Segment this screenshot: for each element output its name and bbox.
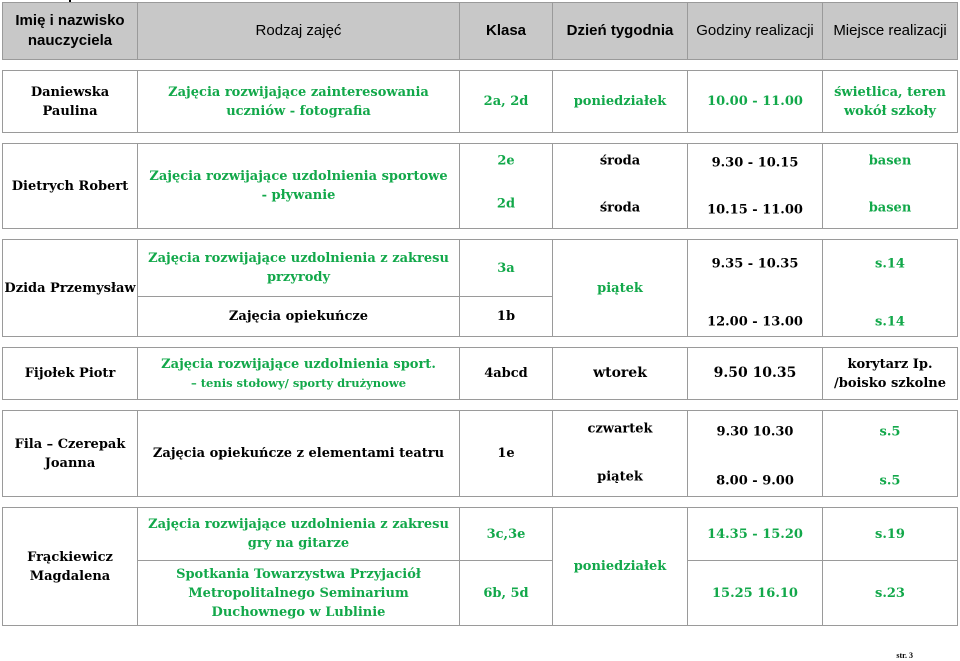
place-line: basen [868, 153, 912, 169]
day-cell [553, 144, 688, 229]
teacher-cell: Dzida Przemysław [3, 240, 138, 337]
class-cell: 3a [460, 240, 553, 297]
class-line: 2d [496, 196, 516, 212]
activity-line: Zajęcia rozwijające uzdolnienia sport. [161, 356, 436, 372]
table-row [3, 240, 958, 297]
spacer-row [3, 400, 958, 411]
activity-cell [138, 348, 460, 400]
hours-line: 12.00 - 13.00 [707, 314, 803, 330]
activity-cell: Zajęcia opiekuńcze [138, 297, 460, 337]
hours-cell [688, 411, 823, 497]
class-cell: 3c,3e [460, 508, 553, 561]
hours-cell [688, 144, 823, 229]
activity-cell: Zajęcia rozwijające uzdolnienia z zakresu gry na gitarze [138, 508, 460, 561]
teacher-cell: Dietrych Robert [3, 144, 138, 229]
activity-cell: Zajęcia rozwijające uzdolnienia z zakresu przyrody [138, 240, 460, 297]
table-row [3, 348, 958, 400]
teacher-cell: Frąckiewicz Magdalena [3, 508, 138, 626]
hours-cell [688, 240, 823, 337]
day-line: piątek [597, 469, 643, 485]
spacer-row [3, 337, 958, 348]
table-row [3, 508, 958, 561]
place-line: s.5 [879, 424, 901, 440]
day-line: środa [599, 153, 641, 169]
hours-cell: 15.25 16.10 [688, 561, 823, 626]
activity-line: – tenis stołowy/ sporty drużynowe [190, 375, 407, 390]
place-cell: korytarz Ip. /boisko szkolne [823, 348, 958, 400]
spacer-row [3, 497, 958, 508]
hours-cell: 14.35 - 15.20 [688, 508, 823, 561]
hours-line: 8.00 - 9.00 [716, 473, 794, 489]
class-cell: 1b [460, 297, 553, 337]
hours-cell: 9.50 10.35 [688, 348, 823, 400]
header-row [3, 3, 958, 60]
teacher-cell: Fila – Czerepak Joanna [3, 411, 138, 497]
class-cell: 4abcd [460, 348, 553, 400]
activity-cell: Zajęcia rozwijające uzdolnienia sportowe - pływanie [138, 144, 460, 229]
header-day: Dzień tygodnia [553, 3, 688, 60]
day-cell: wtorek [553, 348, 688, 400]
hours-line: 9.30 - 10.15 [711, 155, 799, 171]
hours-cell: 10.00 - 11.00 [688, 71, 823, 133]
teacher-cell: Fijołek Piotr [3, 348, 138, 400]
table-row [3, 71, 958, 133]
activity-cell: Spotkania Towarzystwa Przyjaciół Metropolitalnego Seminarium Duchownego w Lublinie [138, 561, 460, 626]
table-row [3, 411, 958, 497]
day-cell [553, 411, 688, 497]
place-line: s.5 [879, 473, 901, 489]
header-class: Klasa [460, 3, 553, 60]
place-line: basen [868, 200, 912, 216]
place-cell: świetlica, teren wokół szkoły [823, 71, 958, 133]
place-cell: s.19 [823, 508, 958, 561]
activity-cell: Zajęcia rozwijające zainteresowania uczniów - fotografia [138, 71, 460, 133]
hours-line: 9.30 10.30 [716, 424, 794, 440]
page-number: str. 3 [896, 651, 913, 660]
header-place: Miejsce realizacji [823, 3, 958, 60]
header-hours: Godziny realizacji [688, 3, 823, 60]
hours-line: 10.15 - 11.00 [707, 202, 803, 218]
place-line: s.14 [875, 256, 905, 272]
place-cell [823, 240, 958, 337]
activity-cell: Zajęcia opiekuńcze z elementami teatru [138, 411, 460, 497]
hours-line: 9.35 - 10.35 [711, 256, 799, 272]
day-cell: piątek [553, 240, 688, 337]
header-teacher: Imię i nazwisko nauczyciela [3, 3, 138, 60]
day-cell: poniedziałek [553, 71, 688, 133]
day-line: środa [599, 200, 641, 216]
spacer-row [3, 60, 958, 71]
day-cell: poniedziałek [553, 508, 688, 626]
class-cell: 2a, 2d [460, 71, 553, 133]
place-cell [823, 411, 958, 497]
table-row [3, 144, 958, 229]
spacer-row [3, 133, 958, 144]
schedule-table [2, 2, 958, 626]
place-cell [823, 144, 958, 229]
place-cell: s.23 [823, 561, 958, 626]
spacer-row [3, 229, 958, 240]
class-cell: 6b, 5d [460, 561, 553, 626]
table-row [3, 561, 958, 626]
day-line: czwartek [587, 421, 653, 437]
class-cell: 1e [460, 411, 553, 497]
header-type: Rodzaj zajęć [138, 3, 460, 60]
class-line: 2e [497, 153, 515, 169]
place-line: s.14 [875, 314, 905, 330]
teacher-cell: Daniewska Paulina [3, 71, 138, 133]
class-cell [460, 144, 553, 229]
